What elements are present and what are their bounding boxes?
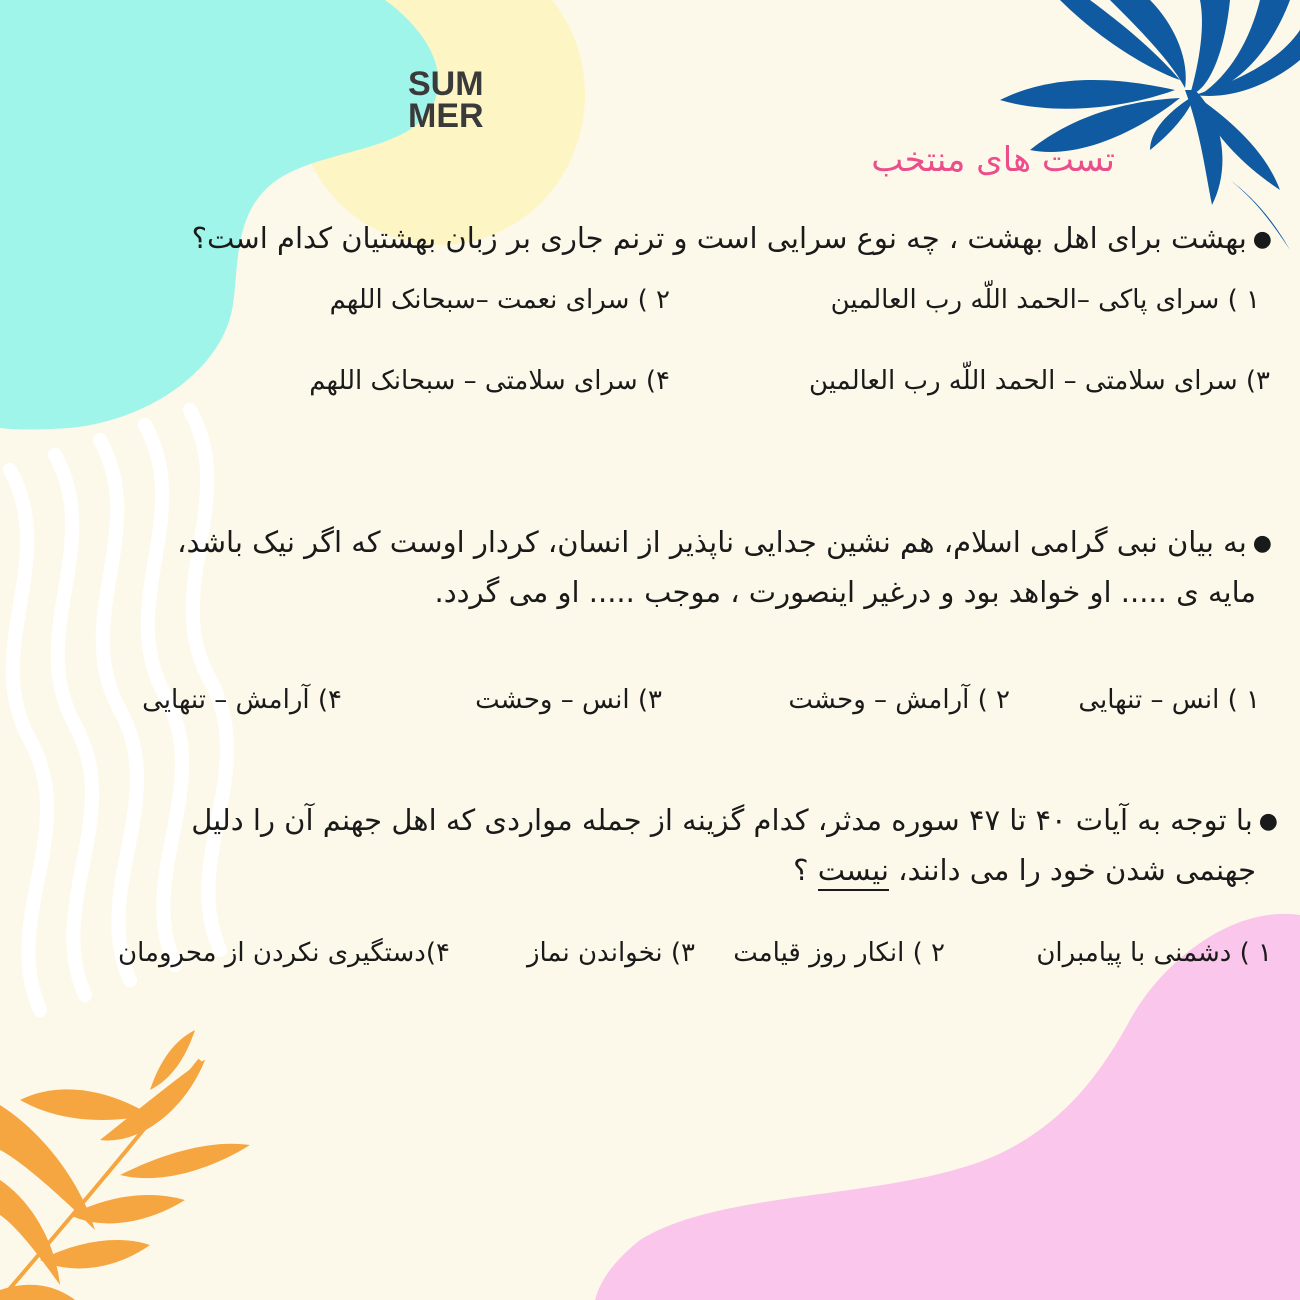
question-1-text: بهشت برای اهل بهشت ، چه نوع سرایی است و ترنم جاری بر زبان بهشتیان کدام است؟ bbox=[191, 221, 1247, 255]
question-2-line-1: ●به بیان نبی گرامی اسلام، هم نشین جدایی ناپذیر از انسان، کردار اوست که اگر نیک باشد، bbox=[177, 525, 1272, 559]
question-2 bbox=[0, 518, 1272, 616]
question-1-option-4: ۴) سرای سلامتی – سبحانک اللهم bbox=[309, 366, 670, 396]
question-3-option-1: ۱ ) دشمنی با پیامبران bbox=[1036, 938, 1272, 968]
question-2-option-2: ۲ ) آرامش – وحشت bbox=[788, 685, 1010, 715]
orange-leaf-cluster bbox=[0, 1030, 250, 1300]
logo-line-2: MER bbox=[408, 97, 484, 135]
question-3-option-3: ۳) نخواندن نماز bbox=[526, 938, 695, 968]
question-1-option-2: ۲ ) سرای نعمت –سبحانک اللهم bbox=[329, 285, 670, 315]
question-3-option-2: ۲ ) انکار روز قیامت bbox=[733, 938, 945, 968]
bullet-icon: ● bbox=[1258, 809, 1278, 834]
bullet-icon: ● bbox=[1252, 531, 1272, 556]
question-3 bbox=[0, 796, 1278, 894]
question-1 bbox=[12, 214, 1272, 264]
blue-leaf-cluster bbox=[1000, 0, 1300, 250]
underlined-word: نیست bbox=[818, 853, 889, 891]
question-3-option-4: ۴)دستگیری نکردن از محرومان bbox=[118, 938, 450, 968]
question-2-option-1: ۱ ) انس – تنهایی bbox=[1078, 685, 1260, 715]
question-2-option-4: ۴) آرامش – تنهایی bbox=[142, 685, 342, 715]
bullet-icon: ● bbox=[1252, 227, 1272, 252]
question-2-line-2: مایه ی ..... او خواهد بود و درغیر اینصورت ، موجب ..... او می گردد. bbox=[434, 575, 1256, 609]
question-1-option-1: ۱ ) سرای پاکی –الحمد اللّه رب العالمین bbox=[830, 285, 1260, 315]
pink-blob bbox=[595, 914, 1300, 1300]
logo-line-1: SUM bbox=[408, 65, 484, 103]
summer-logo bbox=[408, 65, 518, 135]
question-2-option-3: ۳) انس – وحشت bbox=[475, 685, 662, 715]
question-1-option-3: ۳) سرای سلامتی – الحمد اللّه رب العالمین bbox=[809, 366, 1270, 396]
question-3-line-1: ●با توجه به آیات ۴۰ تا ۴۷ سوره مدثر، کدام گزینه از جمله مواردی که اهل جهنم آن را دلیل bbox=[191, 803, 1278, 837]
question-3-line-2: جهنمی شدن خود را می دانند، نیست ؟ bbox=[0, 846, 1256, 894]
page-title: تست های منتخب bbox=[871, 140, 1115, 180]
